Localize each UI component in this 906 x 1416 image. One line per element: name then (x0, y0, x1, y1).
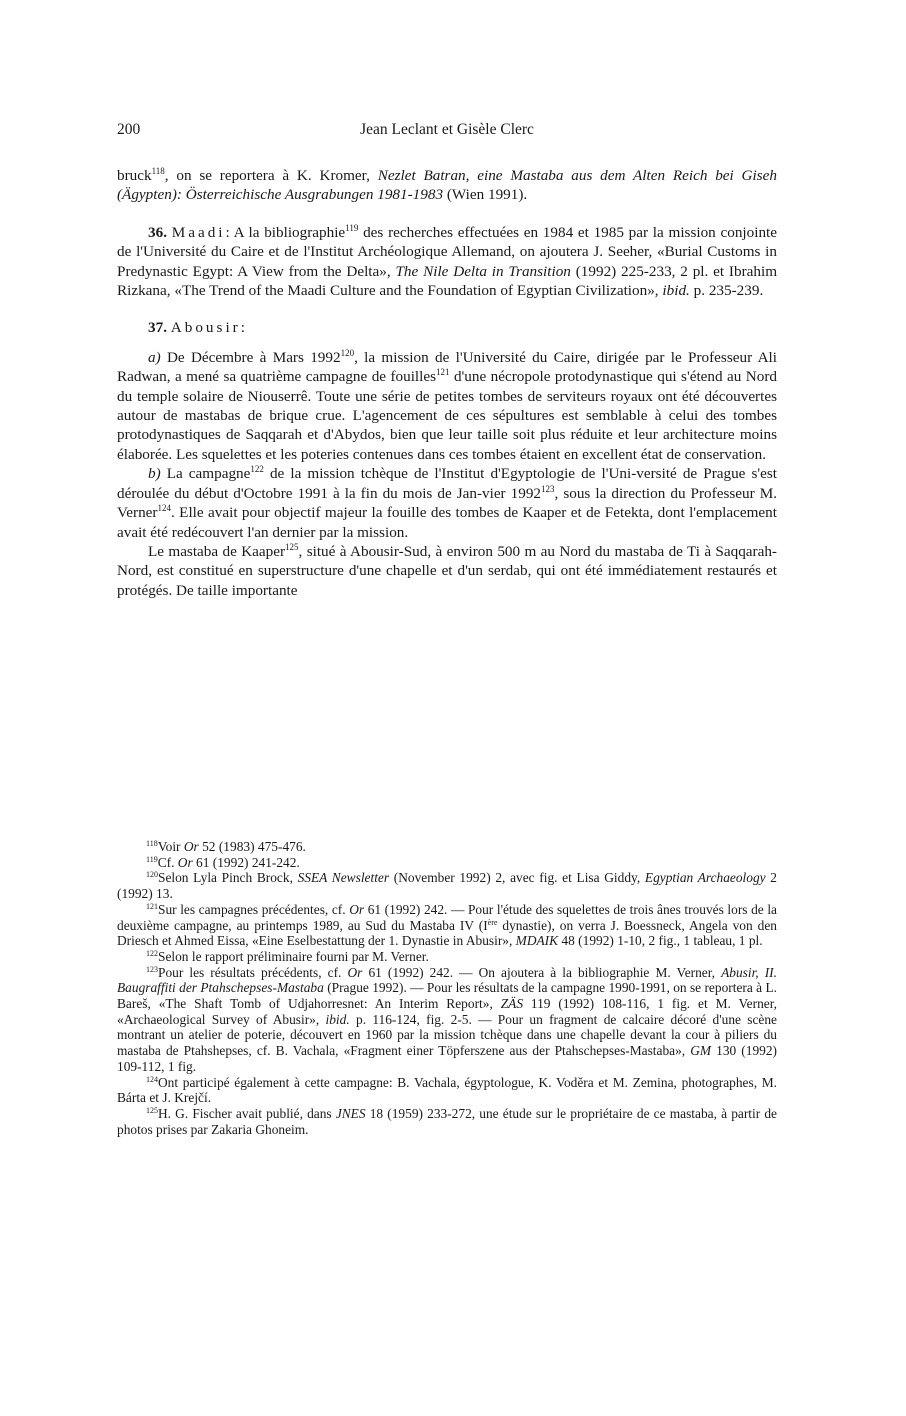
text-run: De Décembre à Mars 1992 (160, 348, 341, 366)
footnote (117, 965, 777, 1075)
note-ref: 121 (436, 367, 450, 378)
section-number: 37. (148, 319, 167, 337)
text-run: bruck (117, 167, 152, 184)
text-run: Cf. (157, 854, 178, 870)
text-run: 18 (1959) 233-272, une étude sur le propriétaire de ce mastaba, à partir de photos prises par Zakaria Ghoneim. (117, 1105, 778, 1137)
footnotes (117, 839, 777, 1137)
text-run: (November 1992) 2, avec fig. et Lisa Giddy, (389, 870, 645, 886)
italic-text: JNES (335, 1105, 366, 1121)
note-ref: 125 (285, 541, 299, 552)
footnote (117, 855, 777, 871)
running-title: Jean Leclant et Gisèle Clerc (360, 121, 534, 138)
main-text (117, 166, 777, 600)
text-run: de la mission tchèque de l'Institut d'Egyptologie de l'Uni-versité de Prague s'est déroulée du début d'Octobre 1991 à la fin du mois de Jan-vier 1992 (117, 465, 778, 502)
text-run: , sous la direction du Professeur M. Verner (117, 484, 777, 522)
spaced-heading: Abousir (170, 319, 241, 337)
italic-text: Or (177, 854, 193, 870)
italic-text: MDAIK (515, 933, 559, 949)
note-ref: 122 (250, 464, 264, 475)
page-number: 200 (117, 121, 141, 138)
text-run: Le mastaba de Kaaper (148, 542, 286, 560)
italic-text: b) (148, 465, 161, 483)
footnote (117, 949, 777, 965)
text-run: p. 116-124, fig. 2-5. — Pour un fragment de calcaire décoré d'une scène montrant un atelier de poterie, découvert en 1960 par la mission tchèque dans une chapelle devant la cour à piliers du mastaba de Ptahshepses, cf. B. Vachala, «Fragment einer Töpferszene aus der Ptahschepses-Mastaba», (117, 1011, 777, 1059)
spaced-heading: Maadi (171, 223, 226, 241)
paragraph-kaaper (117, 542, 777, 600)
note-ref: 119 (146, 854, 158, 864)
text-run: Ont participé également à cette campagne: B. Vachala, égyptologue, K. Voděra et M. Zemina, photographes, M. Bárta et J. Krejčí. (117, 1074, 777, 1106)
text-run: Selon le rapport préliminaire fourni par M. Verner. (158, 948, 429, 964)
italic-text: Or (349, 901, 365, 917)
text-run: 61 (1992) 241-242. (192, 854, 300, 870)
italic-text: ibid. (325, 1011, 350, 1027)
italic-text: Nezlet Batran, eine Mastaba aus dem Alten Reich bei Giseh (Ägypten): Österreichische Ausgrabungen 1981-1983 (117, 167, 777, 204)
text-run: H. G. Fischer avait publié, dans (158, 1105, 336, 1121)
note-ref: 118 (146, 839, 158, 848)
text-run: 130 (1992) 109-112, 1 fig. (117, 1043, 778, 1074)
note-ref: 121 (146, 901, 158, 911)
text-run: 119 (1992) 108-116, 1 fig. et M. Verner, «Archaeological Survey of Abusir», (117, 996, 777, 1027)
text-run: (Prague 1992). — Pour les résultats de la campagne 1990-1991, on se reportera à L. Bareš, «The Shaft Tomb of Udjahorresnet: An Interim Report», (117, 980, 777, 1012)
text-run: p. 235-239. (689, 282, 764, 300)
text-run: 2 (1992) 13. (117, 870, 778, 902)
paragraph-continuation (117, 166, 777, 205)
text-run: Pour les résultats précédents, cf. (158, 964, 348, 980)
text-run: La campagne (160, 465, 251, 483)
italic-text: ZÄS (500, 996, 524, 1012)
paragraph-a (117, 348, 777, 464)
italic-text: Abusir, II. Baugraffiti der Ptahschepses-Mastaba (117, 964, 777, 996)
text-run: , situé à Abousir-Sud, à environ 500 m au Nord du mastaba de Ti à Saqqarah-Nord, est constitué en superstructure d'une chapelle et d'un serdab, qui ont été immédiatement restaurés et protégés. De taille importante (117, 542, 777, 599)
footnote (117, 839, 777, 855)
italic-text: ibid. (662, 282, 690, 300)
note-ref: 124 (157, 503, 171, 514)
text-run: dynastie), on verra J. Boessneck, Angela von den Driesch et Ahmed Eissa, «Eine Eselbestattung der 1. Dynastie in Abusir», (117, 917, 777, 949)
italic-text: Egyptian Archaeology (644, 870, 766, 886)
footnote (117, 1106, 777, 1137)
italic-text: Or (183, 839, 199, 854)
text-run: des recherches effectuées en 1984 et 1985 par la mission conjointe de l'Université du Caire et de l'Institut Archéologique Allemand, on ajoutera J. Seeher, «Burial Customs in Predynastic Egypt: A View from the Delta», (117, 223, 778, 280)
note-ref: 118 (151, 166, 165, 176)
note-ref: 119 (345, 222, 359, 233)
section-36-maadi (117, 223, 777, 301)
text-run: Sur les campagnes précédentes, cf. (158, 901, 350, 917)
footnote (117, 870, 777, 901)
text-run: 52 (1983) 475-476. (198, 839, 306, 854)
note-ref: 120 (340, 347, 355, 358)
section-37-heading (117, 318, 777, 337)
footnote (117, 902, 777, 949)
text-run: Selon Lyla Pinch Brock, (158, 870, 298, 886)
text-run: , la mission de l'Université du Caire, dirigée par le Professeur Ali Radwan, a mené sa quatrième campagne de fouilles (117, 348, 777, 386)
italic-text: The Nile Delta in Transition (395, 262, 571, 280)
italic-text: a) (148, 348, 161, 366)
italic-text: SSEA Newsletter (297, 870, 390, 886)
text-run: (Wien 1991). (443, 186, 528, 204)
text-run: : A la bibliographie (225, 223, 346, 241)
italic-text: GM (690, 1043, 712, 1059)
note-ref: 120 (146, 870, 158, 880)
text-run: 48 (1992) 1-10, 2 fig., 1 tableau, 1 pl. (558, 933, 763, 949)
text-run: , on se reportera à K. Kromer, (164, 167, 378, 184)
note-ref: 123 (146, 964, 158, 974)
text-run: 61 (1992) 242. — On ajoutera à la bibliographie M. Verner, (362, 964, 722, 980)
text-run: Voir (157, 839, 184, 854)
note-ref: 122 (146, 948, 158, 958)
text-run: d'une nécropole protodynastique qui s'étend au Nord du temple solaire de Niouserrê. Toute une série de petites tombes de serviteurs royaux ont été découvertes autour de mastabas de brique crue. L'agencement de ces sépultures est semblable à celui des tombes protodynastiques de Saqqarah et d'Abydos, bien que leur taille soit plus réduite et leur architecture moins élaborée. Les squelettes et les poteries contenues dans ces tombes étaient en excellent état de conservation. (117, 368, 777, 463)
italic-text: Or (347, 964, 363, 980)
note-ref: 124 (146, 1074, 158, 1084)
note-ref: 125 (146, 1105, 158, 1115)
paragraph-b (117, 464, 777, 542)
note-ref: ère (487, 917, 498, 927)
note-ref: 123 (541, 483, 555, 494)
section-number: 36. (148, 223, 167, 241)
text-run: (1992) 225-233, 2 pl. et Ibrahim Rizkana, «The Trend of the Maadi Culture and the Foundation of Egyptian Civilization», (117, 262, 778, 300)
text-run: 61 (1992) 242. — Pour l'étude des squelettes de trois ânes trouvés lors de la deuxième campagne, au printemps 1989, au Sud du Mastaba IV (I (117, 901, 777, 933)
footnote (117, 1075, 777, 1106)
text-run: : (240, 319, 245, 337)
text-run: . Elle avait pour objectif majeur la fouille des tombes de Kaaper et de Fetekta, dont l'emplacement avait été redécouvert l'an dernier par la mission. (117, 504, 777, 541)
page-header (117, 121, 777, 143)
